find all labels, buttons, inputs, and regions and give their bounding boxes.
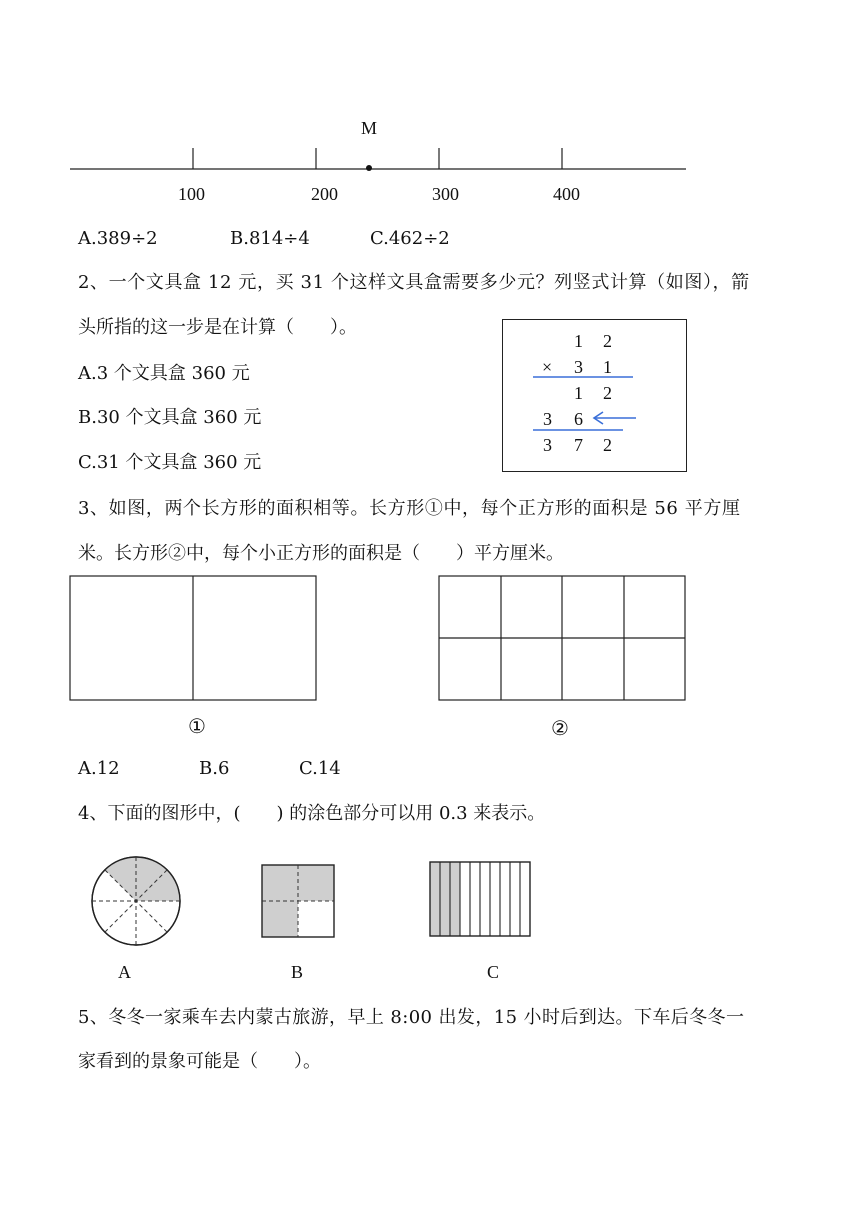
q2-option-b: B.30 个文具盒 360 元 <box>78 407 262 428</box>
calc-digit: 1 <box>574 383 583 403</box>
calc-digit: 3 <box>543 409 552 429</box>
calc-digit: 3 <box>543 435 552 455</box>
figure-b-label: B <box>291 962 304 982</box>
rectangle-1-label: ① <box>188 714 206 738</box>
calc-digit: 2 <box>603 383 612 403</box>
q4-question-line1: 4、下面的图形中，( ) 的涂色部分可以用 0.3 来表示。 <box>78 803 546 824</box>
tick-label-400: 400 <box>553 184 580 204</box>
q2-option-c: C.31 个文具盒 360 元 <box>78 452 262 473</box>
q3-question-line1: 3、如图，两个长方形的面积相等。长方形①中，每个正方形的面积是 56 平方厘 <box>78 498 741 519</box>
q1-option-a: A.389÷2 <box>78 228 158 249</box>
tick-label-100: 100 <box>178 184 205 204</box>
q3-option-c: C.14 <box>299 758 341 779</box>
point-m-label: M <box>361 118 378 138</box>
figure-c-label: C <box>487 962 500 982</box>
q1-option-c: C.462÷2 <box>370 228 450 249</box>
q3-option-b: B.6 <box>199 758 230 779</box>
multiply-sign: × <box>542 357 553 377</box>
figure-a-label: A <box>118 962 131 982</box>
q2-question-line2: 头所指的这一步是在计算（ ）。 <box>78 317 357 338</box>
q5-question-line2: 家看到的景象可能是（ ）。 <box>78 1051 321 1072</box>
tick-label-200: 200 <box>311 184 338 204</box>
calc-digit: 3 <box>574 357 583 377</box>
calc-digit: 1 <box>574 331 583 351</box>
calc-digit: 2 <box>603 331 612 351</box>
q5-question-line1: 5、冬冬一家乘车去内蒙古旅游，早上 8:00 出发，15 小时后到达。下车后冬冬一 <box>78 1007 745 1028</box>
calc-digit: 6 <box>574 409 583 429</box>
q2-question-line1: 2、一个文具盒 12 元，买 31 个这样文具盒需要多少元？列竖式计算（如图），箭 <box>78 272 750 293</box>
q3-option-a: A.12 <box>78 758 120 779</box>
tick-label-300: 300 <box>432 184 459 204</box>
calc-digit: 1 <box>603 357 612 377</box>
rectangle-2-label: ② <box>551 716 569 740</box>
calc-digit: 7 <box>574 435 583 455</box>
calc-digit: 2 <box>603 435 612 455</box>
q1-option-b: B.814÷4 <box>230 228 310 249</box>
q2-option-a: A.3 个文具盒 360 元 <box>78 363 250 384</box>
q3-question-line2: 米。长方形②中，每个小正方形的面积是（ ）平方厘米。 <box>78 543 564 564</box>
